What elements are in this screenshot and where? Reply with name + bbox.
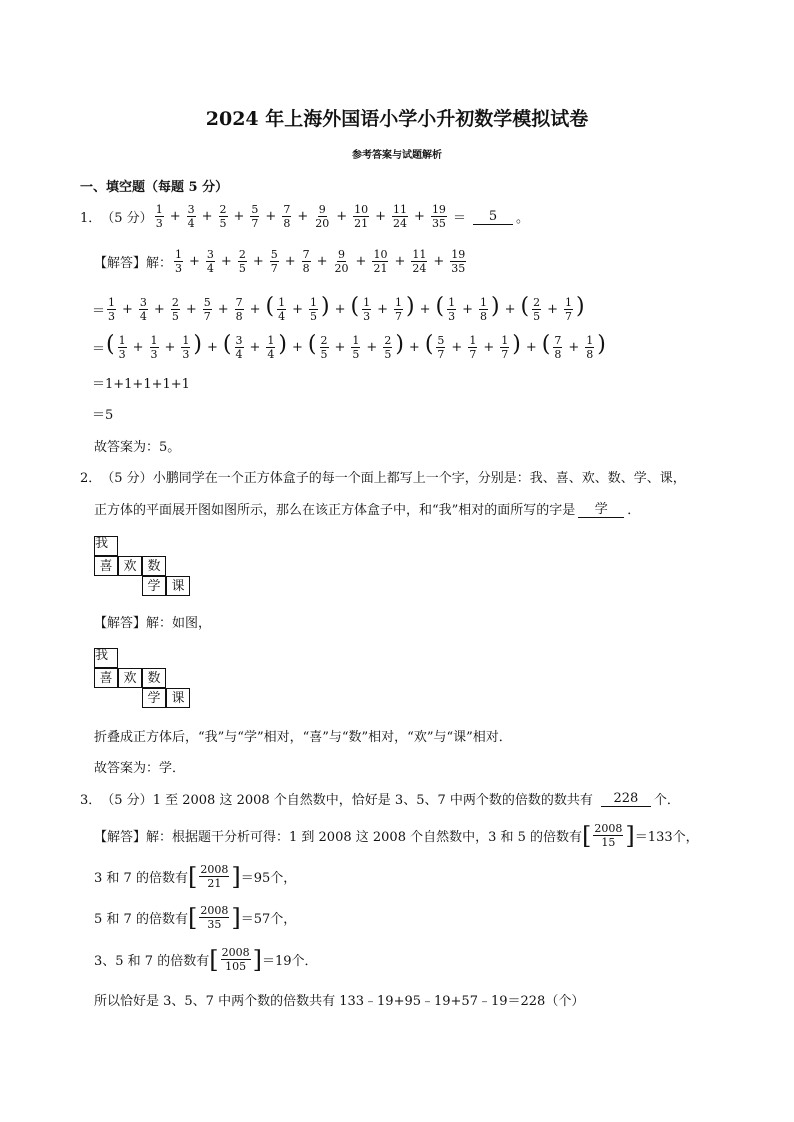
page-title: 2024 年上海外国语小学小升初数学模拟试卷	[205, 108, 589, 130]
net-cell-xue: 学	[142, 688, 166, 708]
q3-text-a: 1 至 2008 这 2008 个自然数中，恰好是 3、5、7 中两个数的倍数的数共有	[152, 793, 593, 808]
parenthesis: (	[541, 332, 551, 357]
operator: +	[252, 254, 264, 269]
parenthesis: )	[193, 332, 203, 357]
fraction: $\frac{1}{3}$	[363, 296, 371, 323]
q1-expression	[153, 203, 449, 230]
q3-solution-label: 【解答】解：根据题干分析可得：1 到 2008 这 2008 个自然数中，3 和 5 的倍数有	[94, 830, 583, 845]
operator: +	[375, 209, 387, 224]
fraction: $\frac{1}{8}$	[480, 296, 488, 323]
fraction: $\frac{2}{5}$	[320, 334, 328, 361]
net-cell-ke: 课	[166, 688, 190, 708]
operator: +	[132, 340, 144, 355]
section-heading: 一、填空题（每题 5 分）	[80, 180, 229, 195]
fraction: $\frac{1}{7}$	[469, 334, 477, 361]
fraction: $\frac{9}{20}$	[334, 248, 349, 275]
q2-conclusion: 故答案为：学．	[94, 761, 186, 776]
q1-step5: ＝5	[92, 408, 114, 423]
net-cell-xue: 学	[142, 576, 166, 596]
operator: +	[217, 302, 229, 317]
fraction: $\frac{3}{4}$	[206, 248, 214, 275]
operator: +	[408, 340, 420, 355]
operator: +	[525, 340, 537, 355]
parenthesis: (	[307, 332, 317, 357]
operator: +	[249, 302, 261, 317]
fraction: $\frac{2}{5}$	[384, 334, 392, 361]
net-cell-shu: 数	[142, 668, 166, 688]
q1-step3-expression	[105, 334, 607, 361]
fraction: $\frac{19}{35}$	[451, 248, 466, 275]
fraction: $\frac{1}{7}$	[501, 334, 509, 361]
fraction: $\frac{2}{5}$	[171, 296, 179, 323]
parenthesis: )	[512, 332, 521, 357]
q3-question	[80, 789, 680, 808]
q3-res-357: ＝19个．	[261, 954, 318, 969]
parenthesis: )	[395, 332, 404, 357]
q2-solution-label: 【解答】解：如图，	[94, 616, 212, 631]
q3-solution-line2: 3 和 7 的倍数有 [ $\frac{2008}{21}$ ] ＝95个，	[94, 862, 297, 891]
operator: +	[336, 209, 348, 224]
net-cell-huan: 欢	[118, 668, 142, 688]
parenthesis: (	[520, 294, 530, 319]
operator: +	[419, 302, 431, 317]
fraction: $\frac{2}{5}$	[219, 203, 227, 230]
fraction: $\frac{1}{3}$	[175, 248, 183, 275]
q2-text1: 小鹏同学在一个正方体盒子的每一个面上都写上一个字，分别是：我、喜、欢、数、学、课，	[152, 471, 686, 486]
operator: +	[164, 340, 176, 355]
operator: +	[462, 302, 474, 317]
parenthesis: (	[435, 294, 445, 319]
net-cell-xi: 喜	[94, 556, 118, 576]
fraction: $\frac{7}{8}$	[302, 248, 310, 275]
parenthesis: (	[106, 332, 115, 357]
fraction: $\frac{3}{4}$	[235, 334, 243, 361]
q3-answer: 228	[601, 791, 651, 807]
operator: +	[483, 340, 495, 355]
q1-step4: ＝1+1+1+1+1	[92, 377, 190, 392]
q1-period: 。	[515, 211, 529, 226]
q2-score: （5 分）	[101, 471, 153, 486]
q3-frac-357: $\frac{2008}{105}$	[221, 946, 250, 973]
net-cell-wo: 我	[94, 536, 118, 556]
operator: +	[366, 340, 378, 355]
q1-solution-line	[94, 248, 468, 275]
q3-text-b: 个．	[653, 793, 680, 808]
q1-question	[80, 203, 529, 230]
operator: +	[207, 340, 218, 355]
net-cell-xi: 喜	[94, 668, 118, 688]
parenthesis: )	[321, 294, 330, 319]
operator: +	[153, 302, 165, 317]
operator: +	[568, 340, 580, 355]
operator: +	[504, 302, 516, 317]
operator: +	[189, 254, 200, 269]
q3-frac-37: $\frac{2008}{21}$	[200, 863, 229, 890]
parenthesis: )	[597, 332, 606, 357]
operator: +	[249, 340, 261, 355]
q3-final: 所以恰好是 3、5、7 中两个数的倍数共有 133﹣19+95﹣19+57﹣19＝228（个）	[94, 994, 585, 1009]
q3-solution-line1: 【解答】解：根据题干分析可得：1 到 2008 这 2008 个自然数中，3 和 5 的倍数有 [ $\frac{2008}{15}$ ] ＝133个，	[94, 821, 699, 850]
operator: +	[201, 209, 213, 224]
q1-step3: ＝ ( $\frac{1}{3}$ + $\frac{1}{3}$ + $\frac{1}{3}$ ) + ( $\frac{3}{4}$ + $\frac{1}{4}$ ) + ( $\frac{2}{5}$ + $\frac{1}{5}$ + $\frac{2}{5}$ ) + ( $\frac{5}{7}$ + $\frac{1}{7}$ + $\frac{1}{7}$ ) + ( $\frac{7}{8}$ + $\frac{1}{8}$ )	[92, 332, 606, 361]
parenthesis: (	[350, 294, 360, 319]
operator: +	[355, 254, 367, 269]
fraction: $\frac{1}{7}$	[565, 296, 573, 323]
fraction: $\frac{5}{7}$	[437, 334, 445, 361]
parenthesis: (	[265, 294, 275, 319]
fraction: $\frac{2}{5}$	[238, 248, 246, 275]
fraction: $\frac{1}{5}$	[310, 296, 318, 323]
q1-solution-expression	[172, 248, 468, 275]
q2-question-line1	[80, 467, 686, 486]
q3-label-57: 5 和 7 的倍数有	[94, 912, 188, 927]
q1-step2-expression	[105, 296, 586, 323]
operator: +	[292, 302, 304, 317]
parenthesis: (	[222, 332, 232, 357]
fraction: $\frac{10}{21}$	[354, 203, 369, 230]
q3-label-37: 3 和 7 的倍数有	[94, 871, 188, 886]
fraction: $\frac{5}{7}$	[270, 248, 278, 275]
fraction: $\frac{5}{7}$	[251, 203, 259, 230]
q3-frac-57: $\frac{2008}{35}$	[200, 904, 229, 931]
q2-text2a: 正方体的平面展开图如图所示，那么在该正方体盒子中，和“我”相对的面所写的字是	[94, 502, 576, 518]
operator: +	[292, 340, 303, 355]
q1-answer: 5	[473, 209, 513, 225]
fraction: $\frac{11}{24}$	[393, 203, 408, 230]
operator: +	[451, 340, 463, 355]
operator: +	[297, 209, 309, 224]
fraction: $\frac{7}{8}$	[235, 296, 243, 323]
q2-question-line2	[94, 498, 640, 518]
operator: +	[233, 209, 245, 224]
q2-explanation: 折叠成正方体后，“我”与“学”相对，“喜”与“数”相对，“欢”与“课”相对．	[94, 730, 512, 745]
fraction: $\frac{5}{7}$	[203, 296, 211, 323]
q2-answer: 学	[578, 498, 624, 518]
q3-res-57: ＝57个，	[240, 912, 297, 927]
operator: +	[377, 302, 389, 317]
parenthesis: (	[424, 332, 434, 357]
fraction: $\frac{1}{3}$	[182, 334, 190, 361]
parenthesis: )	[491, 294, 500, 319]
q3-score: （5 分）	[101, 793, 153, 808]
q3-frac-35: $\frac{2008}{15}$	[594, 822, 623, 849]
fraction: $\frac{10}{21}$	[373, 248, 388, 275]
net-cell-wo: 我	[94, 648, 118, 668]
page-subtitle: 参考答案与试题解析	[352, 150, 442, 161]
q1-equals: ＝	[452, 211, 466, 226]
net-cell-shu: 数	[142, 556, 166, 576]
q3-solution-line3: 5 和 7 的倍数有 [ $\frac{2008}{35}$ ] ＝57个，	[94, 903, 297, 932]
fraction: $\frac{1}{4}$	[267, 334, 275, 361]
operator: +	[334, 302, 346, 317]
fraction: $\frac{1}{3}$	[155, 203, 163, 230]
q3-number: 3．	[80, 793, 102, 808]
fraction: $\frac{1}{5}$	[352, 334, 360, 361]
parenthesis: )	[406, 294, 415, 319]
q3-res-35: ＝133个，	[634, 830, 699, 845]
q3-solution-line4: 3、5 和 7 的倍数有 [ $\frac{2008}{105}$ ] ＝19个．	[94, 945, 318, 974]
operator: +	[265, 209, 277, 224]
fraction: $\frac{1}{3}$	[150, 334, 158, 361]
fraction: $\frac{1}{7}$	[395, 296, 403, 323]
fraction: $\frac{9}{20}$	[315, 203, 330, 230]
fraction: $\frac{1}{3}$	[118, 334, 126, 361]
q1-solution-label: 【解答】解：	[94, 256, 173, 271]
parenthesis: )	[278, 332, 288, 357]
fraction: $\frac{3}{4}$	[139, 296, 147, 323]
q1-step2: ＝ $\frac{1}{3}$ + $\frac{3}{4}$ + $\frac{2}{5}$ + $\frac{5}{7}$ + $\frac{7}{8}$ + ( $\frac{1}{4}$ + $\frac{1}{5}$ ) + ( $\frac{1}{3}$ + $\frac{1}{7}$ ) + ( $\frac{1}{3}$ + $\frac{1}{8}$ ) + ( $\frac{2}{5}$ + $\frac{1}{7}$ )	[92, 294, 585, 323]
operator: +	[185, 302, 197, 317]
fraction: $\frac{7}{8}$	[283, 203, 291, 230]
fraction: $\frac{1}{4}$	[278, 296, 286, 323]
net-cell-huan: 欢	[118, 556, 142, 576]
operator: +	[169, 209, 181, 224]
operator: +	[284, 254, 296, 269]
fraction: $\frac{3}{4}$	[187, 203, 195, 230]
operator: +	[122, 302, 133, 317]
q2-text2b: ．	[627, 502, 641, 518]
fraction: $\frac{2}{5}$	[533, 296, 541, 323]
parenthesis: )	[576, 294, 585, 319]
q2-number: 2．	[80, 471, 102, 486]
fraction: $\frac{1}{3}$	[108, 296, 116, 323]
q3-res-37: ＝95个，	[240, 871, 297, 886]
q1-conclusion: 故答案为：5。	[94, 440, 181, 455]
operator: +	[220, 254, 232, 269]
fraction: $\frac{1}{3}$	[448, 296, 456, 323]
fraction: $\frac{11}{24}$	[412, 248, 427, 275]
net-cell-ke: 课	[166, 576, 190, 596]
q1-score: （5 分）	[101, 211, 153, 226]
operator: +	[316, 254, 328, 269]
q1-number: 1．	[80, 211, 102, 226]
operator: +	[394, 254, 406, 269]
operator: +	[547, 302, 559, 317]
operator: +	[414, 209, 425, 224]
operator: +	[334, 340, 346, 355]
operator: +	[433, 254, 445, 269]
q3-label-357: 3、5 和 7 的倍数有	[94, 954, 210, 969]
fraction: $\frac{19}{35}$	[431, 203, 446, 230]
fraction: $\frac{1}{8}$	[586, 334, 594, 361]
fraction: $\frac{7}{8}$	[554, 334, 562, 361]
